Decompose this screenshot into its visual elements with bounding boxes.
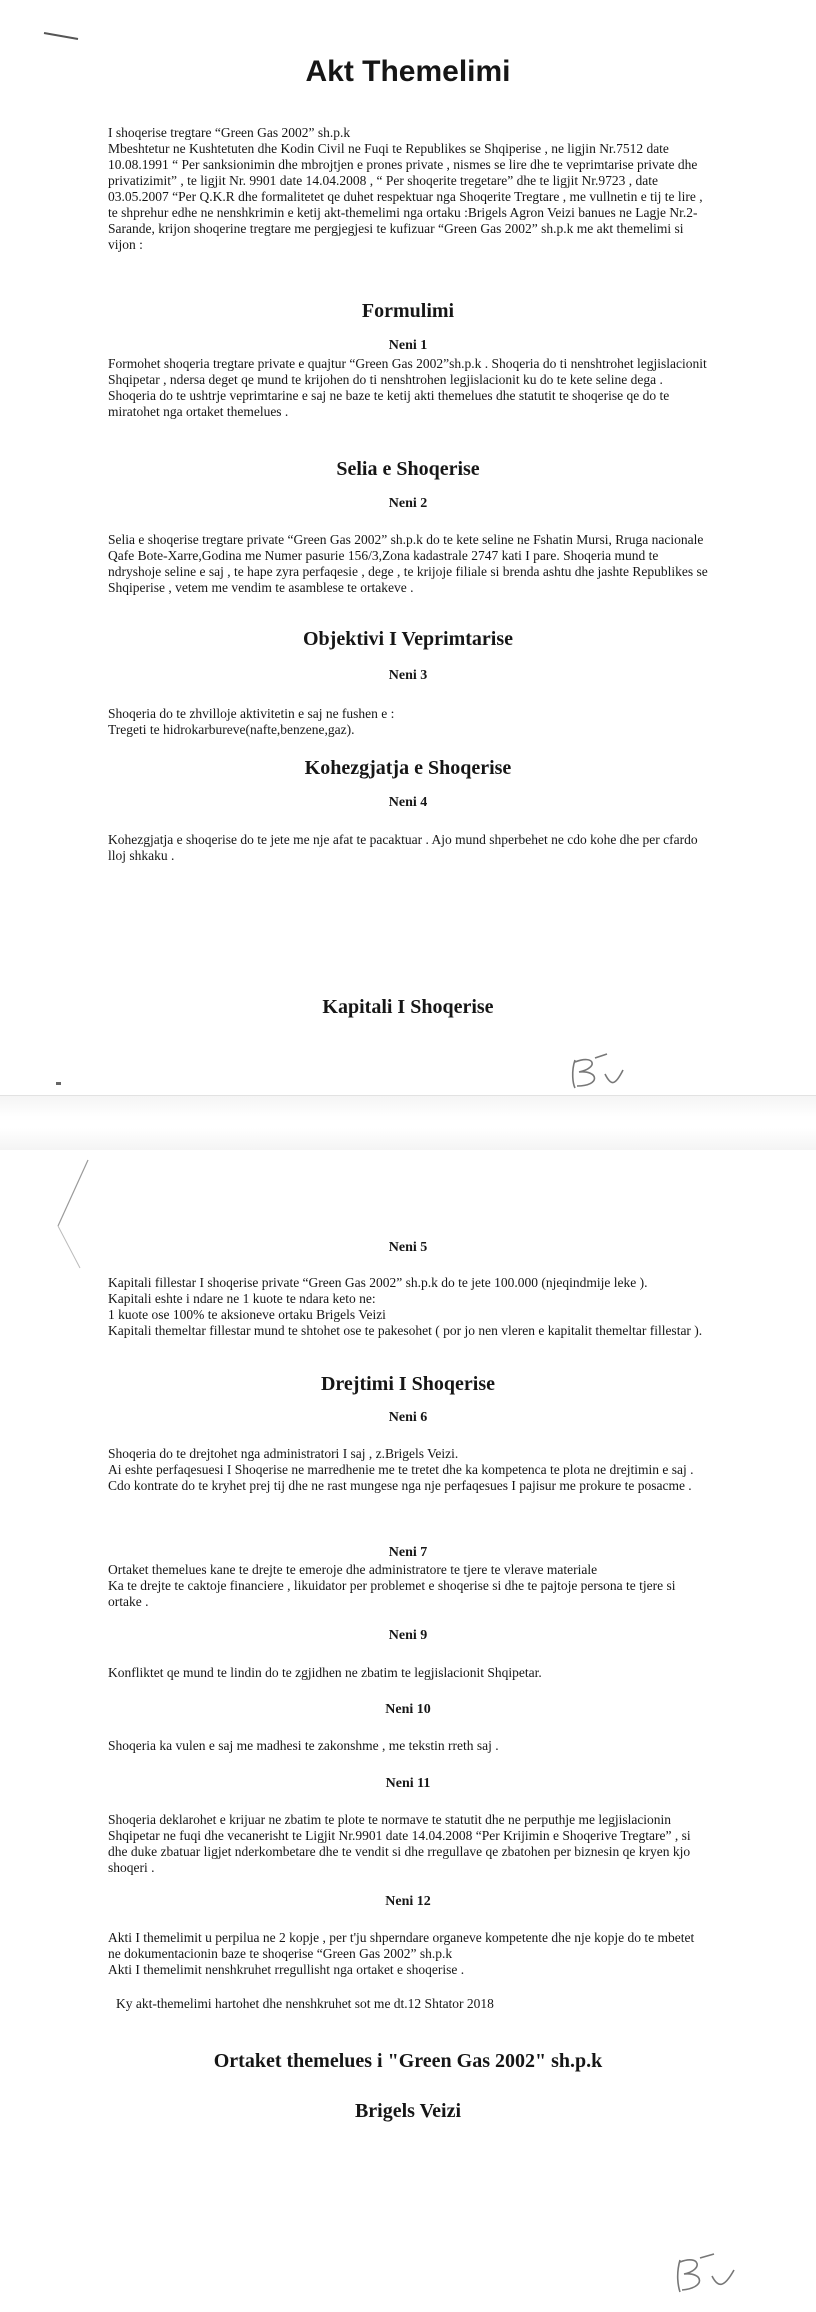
article-label-12: Neni 12 bbox=[385, 1894, 431, 1909]
intro-line: Mbeshtetur ne Kushtetuten dhe Kodin Civil ne Fuqi te Republikes se Shqiperise , ne ligjin Nr.7512 date 10.08.1991 “ Per sanksionimin dhe mbrojtjen e prones private , nismes se lire dhe te veprimtarise private dhe privatizimit” , te ligjit Nr. 9901 date 14.04.2008 , “ Per shoqerite tregetare” dhe te ligjit Nr.9723 , date 03.05.2007 “Per Q.K.R dhe formalitetet qe duhet respektuar nga Shoqerite Tregtare , me vullnetin e tij te lire , te shprehur edhe ne nenshkrimin e ketij akt-themelimi nga ortaku :Brigels Agron Veizi banues ne Lagje Nr.2- Sarande, krijon shoqerine tregtare me pergjegjesi te kufizuar “Green Gas 2002” sh.p.k me akt themelimi si vijon : bbox=[108, 141, 703, 252]
signature-icon bbox=[668, 2252, 748, 2296]
page-edge bbox=[0, 1095, 816, 1096]
section-kohezgjatja: Kohezgjatja e Shoqerise bbox=[304, 757, 512, 779]
article-label-11: Neni 11 bbox=[385, 1776, 431, 1791]
article-label-1: Neni 1 bbox=[388, 338, 428, 353]
document-page-2 bbox=[0, 1150, 816, 2312]
article-label-2: Neni 2 bbox=[388, 496, 428, 511]
signature-icon bbox=[565, 1052, 645, 1092]
article-text-11: Shoqeria deklarohet e krijuar ne zbatim te plote te normave te statutit dhe ne perputhje me legjislacionin Shqipetar ne fuqi dhe vecanerisht te Ligjit Nr.9901 date 14.04.2008 “Per Krijimin e Shoqerive Tregtare” , si dhe duke zbatuar ligjet nderkombetare dhe te vendit si dhe rregullave qe zbatohen per biznesin qe kryen kjo shoqeri . bbox=[108, 1812, 691, 1875]
document-title: Akt Themelimi bbox=[305, 55, 511, 88]
article-label-3: Neni 3 bbox=[388, 668, 428, 683]
article-text-7: Ortaket themelues kane te drejte te emeroje dhe administratore te tjere te vlerave materiale Ka te drejte te caktoje financiere , likuidator per problemet e shoqerise si dhe te pajtoje persona te tjere si ortake . bbox=[108, 1562, 676, 1609]
article-text-9: Konfliktet qe mund te lindin do te zgjidhen ne zbatim te legjislacionit Shqipetar. bbox=[108, 1665, 542, 1680]
founders-heading: Ortaket themelues i "Green Gas 2002" sh.p.k bbox=[213, 2050, 603, 2072]
scan-mark-icon bbox=[42, 30, 82, 42]
section-objektivi: Objektivi I Veprimtarise bbox=[303, 628, 513, 650]
article-label-10: Neni 10 bbox=[385, 1702, 431, 1717]
closing-statement: Ky akt-themelimi hartohet dhe nenshkruhet sot me dt.12 Shtator 2018 bbox=[116, 1996, 494, 2011]
article-text-5: Kapitali fillestar I shoqerise private “Green Gas 2002” sh.p.k do te jete 100.000 (njeqindmije leke ). Kapitali eshte i ndare ne 1 kuote te ndara keto ne: 1 kuote ose 100% te aksioneve ortaku Brigels Veizi Kapitali themeltar fillestar mund te shtohet ose te pakesohet ( por jo nen vleren e kapitalit themeltar fillestar ). bbox=[108, 1275, 703, 1338]
page-separator bbox=[0, 1095, 816, 1150]
article-text-12: Akti I themelimit u perpilua ne 2 kopje , per t'ju shperndare organeve kompetente dhe nje kopje do te mbetet ne dokumentacionin baze te shoqerise “Green Gas 2002” sh.p.k Akti I themelimit nenshkruhet rregullisht nga ortaket e shoqerise . bbox=[108, 1930, 695, 1977]
intro-paragraph bbox=[108, 125, 708, 253]
founder-name: Brigels Veizi bbox=[354, 2100, 462, 2122]
document-page-1 bbox=[0, 0, 816, 1095]
article-label-6: Neni 6 bbox=[388, 1410, 428, 1425]
article-text-4: Kohezgjatja e shoqerise do te jete me nje afat te pacaktuar . Ajo mund shperbehet ne cdo kohe dhe per cfardo lloj shkaku . bbox=[108, 832, 698, 863]
article-label-9: Neni 9 bbox=[388, 1628, 428, 1643]
article-label-7: Neni 7 bbox=[388, 1545, 428, 1560]
article-text-6: Shoqeria do te drejtohet nga administratori I saj , z.Brigels Veizi. Ai eshte perfaqesuesi I Shoqerise ne marredhenie me te tretet dhe ka kompetenca te plota ne drejtimin e saj . Cdo kontrate do te kryhet prej tij dhe ne rast mungese nga nje perfaqesues I pajisur me prokure te posacme . bbox=[108, 1446, 694, 1493]
article-text-3: Shoqeria do te zhvilloje aktivitetin e saj ne fushen e : Tregeti te hidrokarbureve(nafte,benzene,gaz). bbox=[108, 706, 395, 737]
article-text-1: Formohet shoqeria tregtare private e quajtur “Green Gas 2002”sh.p.k . Shoqeria do ti nenshtrohet legjislacionit Shqipetar , ndersa deget qe mund te krijohen do ti nenshtrohen legjislacionit ku do te kete seline dega . Shoqeria do te ushtrje veprimtarine e saj ne baze te ketij akti themelues dhe statutit te shoqerise qe do te miratohet nga ortaket themelues . bbox=[108, 356, 707, 419]
article-text-10: Shoqeria ka vulen e saj me madhesi te zakonshme , me tekstin rreth saj . bbox=[108, 1738, 499, 1753]
section-selia: Selia e Shoqerise bbox=[336, 458, 480, 480]
article-label-4: Neni 4 bbox=[388, 795, 428, 810]
section-drejtimi: Drejtimi I Shoqerise bbox=[320, 1373, 496, 1395]
intro-line: I shoqerise tregtare “Green Gas 2002” sh.p.k bbox=[108, 125, 351, 140]
section-formulimi: Formulimi bbox=[361, 300, 455, 322]
article-text-2: Selia e shoqerise tregtare private “Green Gas 2002” sh.p.k do te kete seline ne Fshatin Mursi, Rruga nacionale Qafe Bote-Xarre,Godina me Numer pasurie 156/3,Zona kadastrale 2747 kati I pare. Shoqeria mund te ndryshoje seline e saj , te hape zyra perfaqesie , dege , te krijoje filiale si brenda ashtu dhe jashte Republikes se Shqiperise , vetem me vendim te asamblese te ortakeve . bbox=[108, 532, 708, 595]
scan-fold-line-icon bbox=[40, 1156, 100, 1276]
article-label-5: Neni 5 bbox=[388, 1240, 428, 1255]
scan-dot bbox=[56, 1082, 61, 1085]
section-kapitali: Kapitali I Shoqerise bbox=[322, 996, 494, 1018]
